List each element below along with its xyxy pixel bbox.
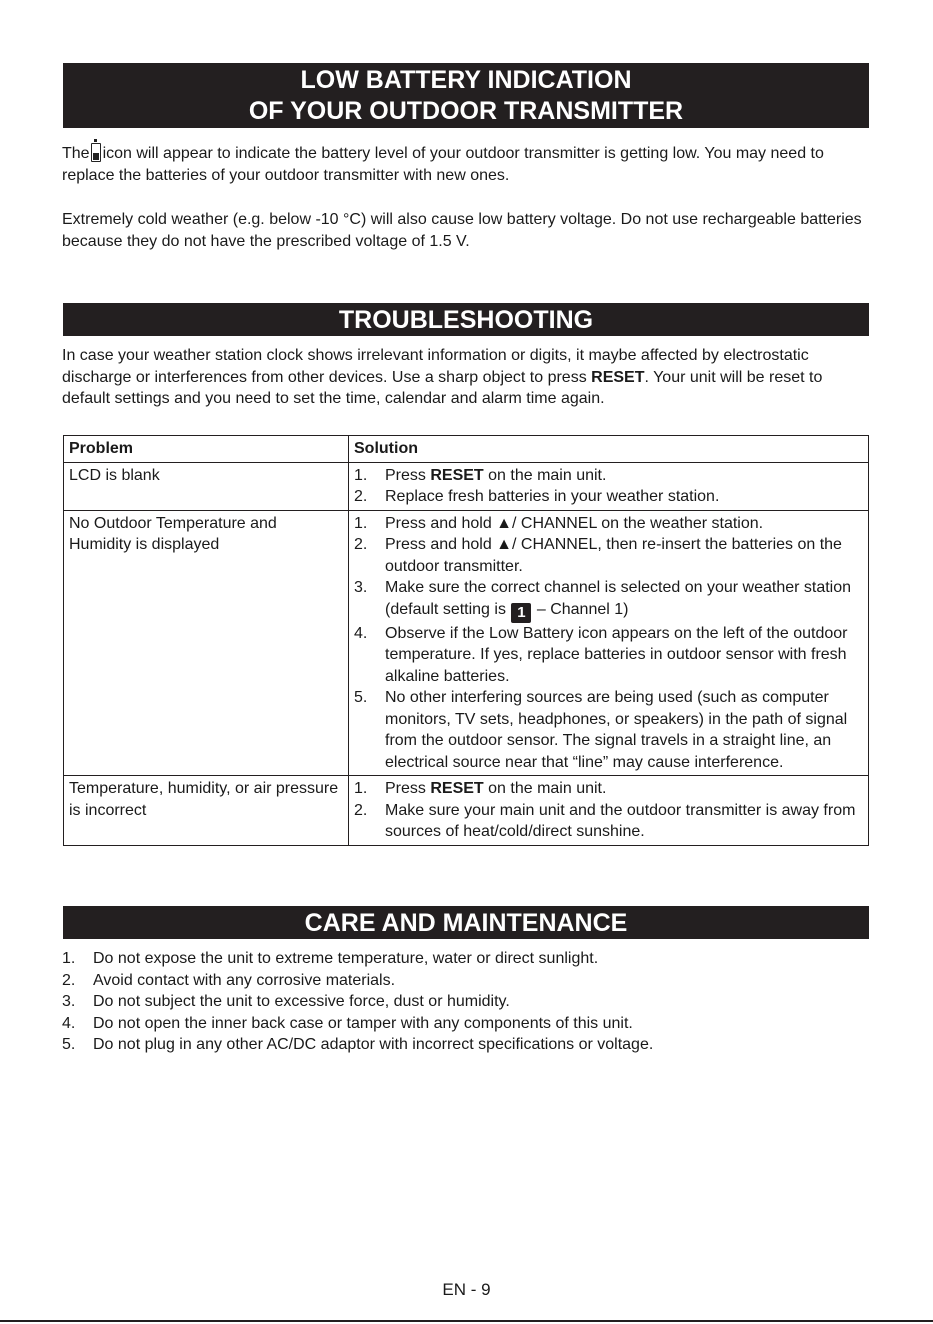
low-battery-heading-line2: OF YOUR OUTDOOR TRANSMITTER [248, 97, 684, 125]
care-list [62, 948, 862, 1056]
solution-steps [354, 513, 862, 774]
list-item [62, 948, 862, 970]
troubleshooting-table [63, 435, 869, 846]
step-text-bold: RESET [430, 780, 484, 797]
step-text-bold: RESET [430, 466, 484, 484]
header-problem: Problem [64, 436, 349, 463]
low-battery-para1-post: icon will appear to indicate the battery level of your outdoor transmitter is getting low. You may need to replace the batteries of your outdoor transmitter with new ones. [62, 145, 824, 184]
item-number: 2. [62, 971, 76, 989]
step-number: 2. [354, 801, 368, 819]
step-text: Replace fresh batteries in your weather station. [385, 488, 720, 505]
low-battery-para1-pre: The [62, 145, 90, 162]
step-number: 1. [354, 466, 368, 484]
troubleshooting-heading: TROUBLESHOOTING [63, 303, 869, 336]
care-heading: CARE AND MAINTENANCE [63, 906, 869, 939]
solution-steps [354, 465, 862, 508]
solution-step [354, 513, 862, 535]
solution-step [354, 687, 862, 773]
step-text-pre: Make sure the correct channel is selected on your weather station (default setting is [385, 579, 852, 618]
list-item [62, 1013, 862, 1035]
step-text: Press and hold ▲/ CHANNEL, then re-insert the batteries on the outdoor transmitter. [385, 536, 842, 575]
problem-cell: No Outdoor Temperature and Humidity is displayed [64, 510, 349, 776]
troubleshooting-intro [62, 345, 872, 410]
header-solution: Solution [349, 436, 869, 463]
item-text: Do not open the inner back case or tamper with any components of this unit. [93, 1014, 633, 1032]
solution-cell [349, 776, 869, 846]
list-item [62, 970, 862, 992]
step-text: Press and hold ▲/ CHANNEL on the weather station. [385, 514, 764, 532]
bottom-divider [0, 1320, 933, 1322]
step-text-pre: Press [385, 780, 431, 797]
channel-one-icon: 1 [511, 603, 531, 623]
reset-keyword: RESET [591, 368, 645, 386]
low-battery-paragraph-1 [62, 143, 872, 186]
low-battery-paragraph-2: Extremely cold weather (e.g. below -10 °C) will also cause low battery voltage. Do not use rechargeable batteries because they do not have the prescribed voltage of 1.5 V. [62, 211, 862, 250]
troubleshooting-intro-post: . Your unit will be reset to default settings and you need to set the time, calendar and alarm time again. [62, 368, 823, 407]
solution-cell [349, 510, 869, 776]
solution-step [354, 577, 862, 623]
list-item [62, 1034, 862, 1056]
step-number: 2. [354, 536, 368, 553]
step-text-post: on the main unit. [483, 466, 607, 484]
step-number: 5. [354, 689, 368, 706]
battery-icon [91, 143, 101, 162]
solution-step [354, 486, 862, 508]
solution-step [354, 800, 862, 843]
step-number: 4. [354, 624, 368, 642]
solution-step [354, 534, 862, 577]
item-number: 1. [62, 950, 76, 967]
step-number: 2. [354, 488, 368, 505]
step-number: 1. [354, 780, 368, 797]
table-header-row [64, 436, 869, 463]
problem-cell: LCD is blank [64, 462, 349, 510]
list-item [62, 991, 862, 1013]
step-number: 3. [354, 579, 368, 596]
solution-steps [354, 778, 862, 843]
table-row [64, 462, 869, 510]
low-battery-heading [63, 63, 869, 128]
item-text: Do not plug in any other AC/DC adaptor with incorrect specifications or voltage. [93, 1036, 654, 1053]
solution-step [354, 465, 862, 487]
step-text: No other interfering sources are being used (such as computer monitors, TV sets, headphones, or speakers) in the path of signal from the outdoor sensor. The signal travels in a straight line, an electrical source near that “line” may cause interference. [385, 689, 848, 771]
table-row [64, 510, 869, 776]
solution-step [354, 778, 862, 800]
low-battery-heading-line1: LOW BATTERY INDICATION [300, 66, 632, 94]
item-number: 4. [62, 1014, 76, 1032]
step-text-post: on the main unit. [483, 780, 607, 797]
item-number: 3. [62, 993, 76, 1010]
step-text-post: – Channel 1) [532, 600, 629, 618]
solution-step [354, 623, 862, 688]
step-text-pre: Press [385, 466, 431, 484]
step-text: Observe if the Low Battery icon appears on the left of the outdoor temperature. If yes, replace batteries in outdoor sensor with fresh alkaline batteries. [385, 624, 848, 685]
page-number: EN - 9 [442, 1280, 491, 1299]
problem-cell: Temperature, humidity, or air pressure is incorrect [64, 776, 349, 846]
troubleshooting-intro-pre: In case your weather station clock shows irrelevant information or digits, it maybe affected by electrostatic discharge or interferences from other devices. Use a sharp object to press [62, 347, 809, 386]
step-number: 1. [354, 514, 368, 532]
item-text: Do not subject the unit to excessive force, dust or humidity. [93, 993, 510, 1010]
item-text: Do not expose the unit to extreme temperature, water or direct sunlight. [93, 950, 599, 967]
step-text: Make sure your main unit and the outdoor transmitter is away from sources of heat/cold/direct sunshine. [385, 801, 856, 840]
solution-cell [349, 462, 869, 510]
item-text: Avoid contact with any corrosive materials. [93, 971, 396, 989]
item-number: 5. [62, 1036, 76, 1053]
table-row [64, 776, 869, 846]
